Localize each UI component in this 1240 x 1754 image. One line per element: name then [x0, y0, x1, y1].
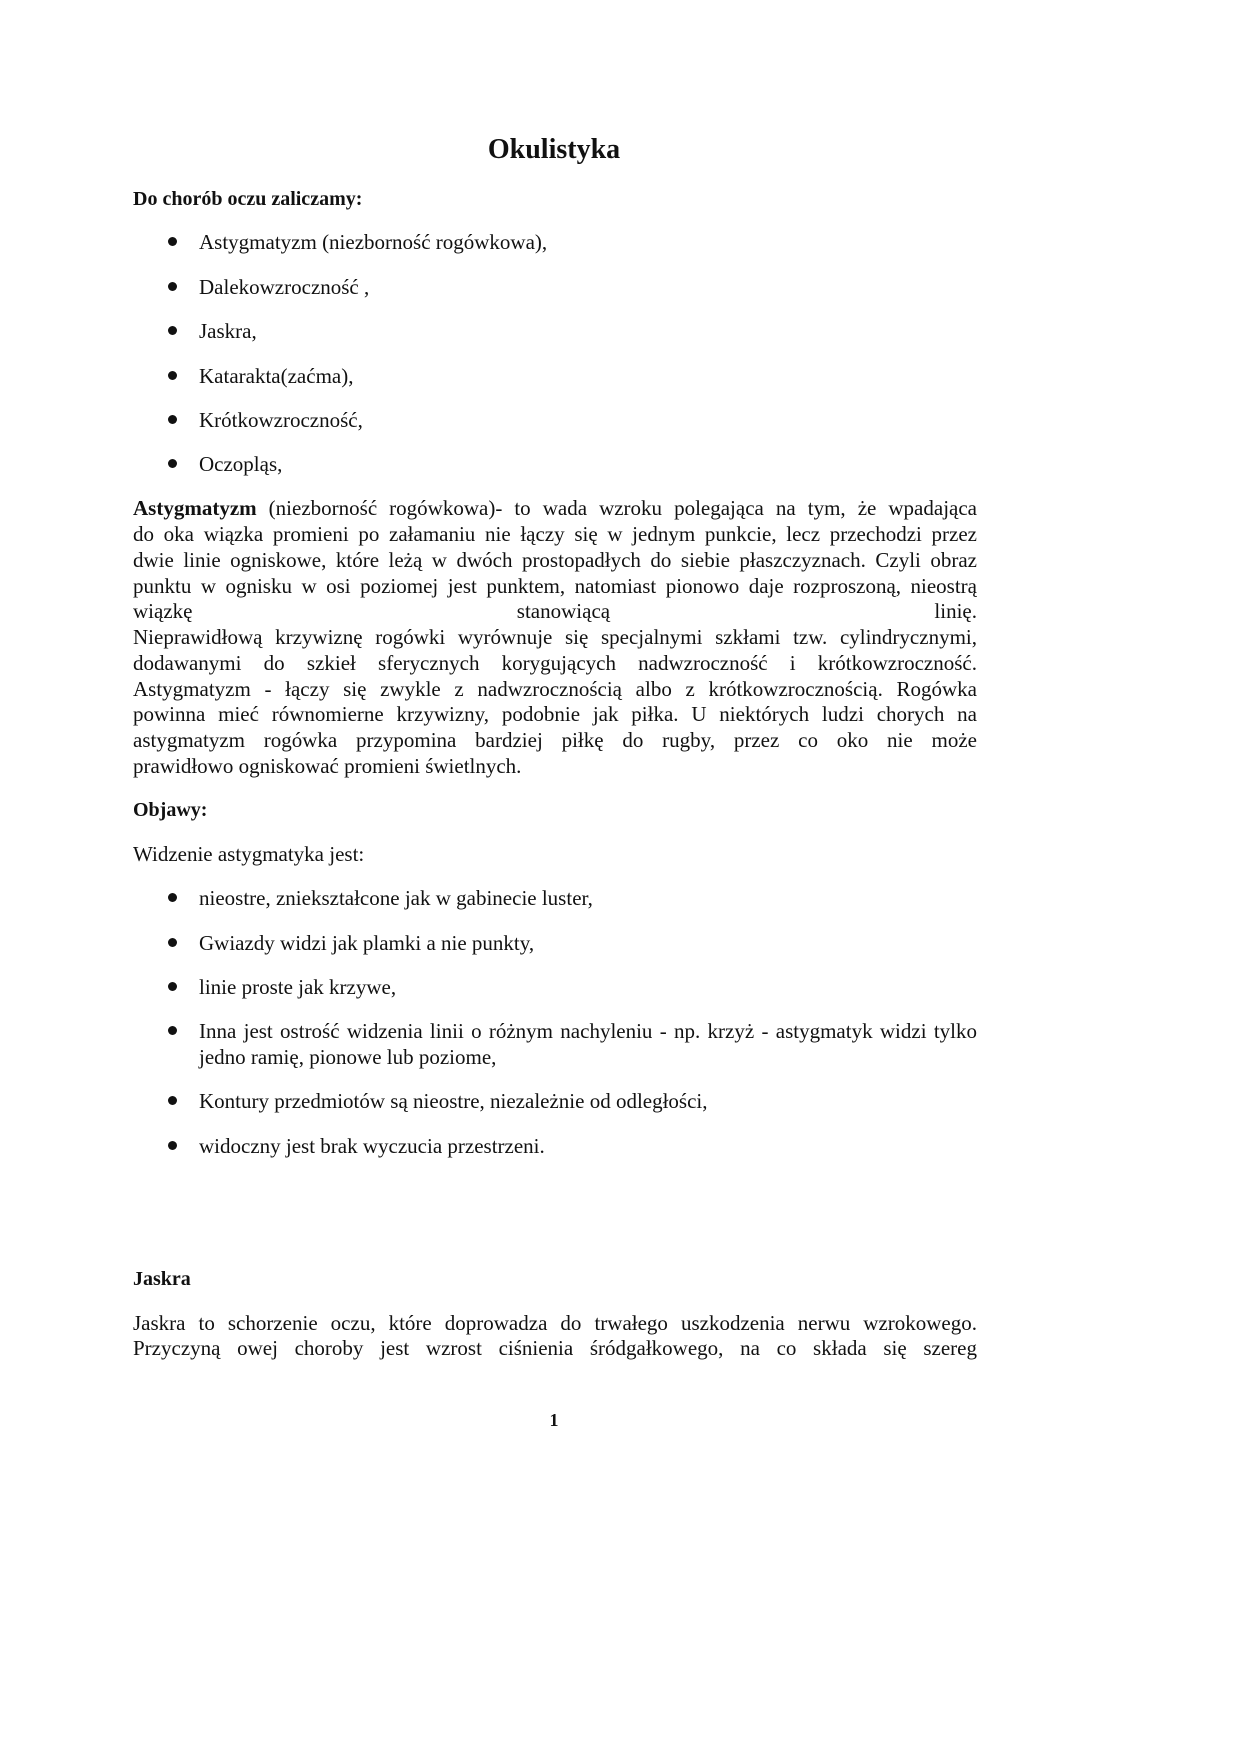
bullet-icon — [168, 1141, 177, 1150]
bullet-icon — [168, 282, 177, 291]
bullet-icon — [168, 982, 177, 991]
bullet-icon — [168, 459, 177, 468]
list-item: Gwiazdy widzi jak plamki a nie punkty, — [199, 931, 535, 955]
bullet-icon — [168, 893, 177, 902]
symptoms-heading: Objawy: — [133, 799, 208, 821]
paragraph-line: Jaskra to schorzenie oczu, które doprowadza do trwałego uszkodzenia nerwu wzrokowego. — [133, 1311, 977, 1335]
page-number: 1 — [549, 1410, 559, 1430]
paragraph-line: Astygmatyzm - łączy się zwykle z nadwzrocznością albo z krótkowzrocznością. Rogówka — [133, 677, 977, 701]
paragraph-line: prawidłowo ogniskować promieni świetlnych. — [133, 754, 522, 778]
list-item: Jaskra, — [199, 319, 257, 343]
paragraph-line: wiązkę stanowiącą linię. — [133, 599, 977, 623]
page-title: Okulistyka — [487, 134, 621, 165]
paragraph-line: astygmatyzm rogówka przypomina bardziej piłkę do rugby, przez co oko nie może — [133, 728, 977, 752]
paragraph-line: punktu w ognisku w osi poziomej jest punktem, natomiast pionowo daje rozproszoną, nieostrą — [133, 574, 977, 598]
paragraph-line: Przyczyną owej choroby jest wzrost ciśnienia śródgałkowego, na co składa się szereg — [133, 1336, 977, 1360]
list-item: Oczopląs, — [199, 452, 283, 476]
paragraph-line: do oka wiązka promieni po załamaniu nie łączy się w jednym punkcie, lecz przechodzi przez — [133, 522, 977, 546]
paragraph-line: dwie linie ogniskowe, które leżą w dwóch prostopadłych do siebie płaszczyznach. Czyli obraz — [133, 548, 977, 572]
bullet-icon — [168, 326, 177, 335]
bullet-icon — [168, 237, 177, 246]
paragraph-line: powinna mieć równomierne krzywizny, podobnie jak piłka. U niektórych ludzi chorych na — [133, 702, 977, 726]
list-item: nieostre, zniekształcone jak w gabinecie luster, — [199, 886, 593, 910]
list-item: Krótkowzroczność, — [199, 408, 363, 432]
term: Astygmatyzm — [133, 496, 257, 520]
bullet-icon — [168, 1026, 177, 1035]
bullet-icon — [168, 1096, 177, 1105]
paragraph-line: dodawanymi do szkieł sferycznych korygujących nadwzroczność i krótkowzroczność. — [133, 651, 977, 675]
bullet-icon — [168, 938, 177, 947]
list-item: Astygmatyzm (niezborność rogówkowa), — [199, 230, 548, 254]
bullet-icon — [168, 371, 177, 380]
list-item: Kontury przedmiotów są nieostre, niezależnie od odległości, — [199, 1089, 708, 1113]
list-item: Inna jest ostrość widzenia linii o różnym nachyleniu - np. krzyż - astygmatyk widzi tylko jedno ramię, pionowe lub poziome, — [199, 1019, 977, 1069]
list-item: Katarakta(zaćma), — [199, 364, 354, 388]
symptoms-intro: Widzenie astygmatyka jest: — [133, 842, 365, 866]
bullet-icon — [168, 415, 177, 424]
glaucoma-heading: Jaskra — [133, 1268, 191, 1290]
paragraph-line: Nieprawidłową krzywiznę rogówki wyrównuje się specjalnymi szkłami tzw. cylindrycznymi, — [133, 625, 977, 649]
list-item: linie proste jak krzywe, — [199, 975, 397, 999]
list-item: widoczny jest brak wyczucia przestrzeni. — [199, 1134, 545, 1158]
intro-heading: Do chorób oczu zaliczamy: — [133, 188, 363, 210]
paragraph-line: Astygmatyzm (niezborność rogówkowa)- to wada wzroku polegająca na tym, że wpadająca — [133, 496, 977, 520]
list-item: Dalekowzroczność , — [199, 275, 370, 299]
